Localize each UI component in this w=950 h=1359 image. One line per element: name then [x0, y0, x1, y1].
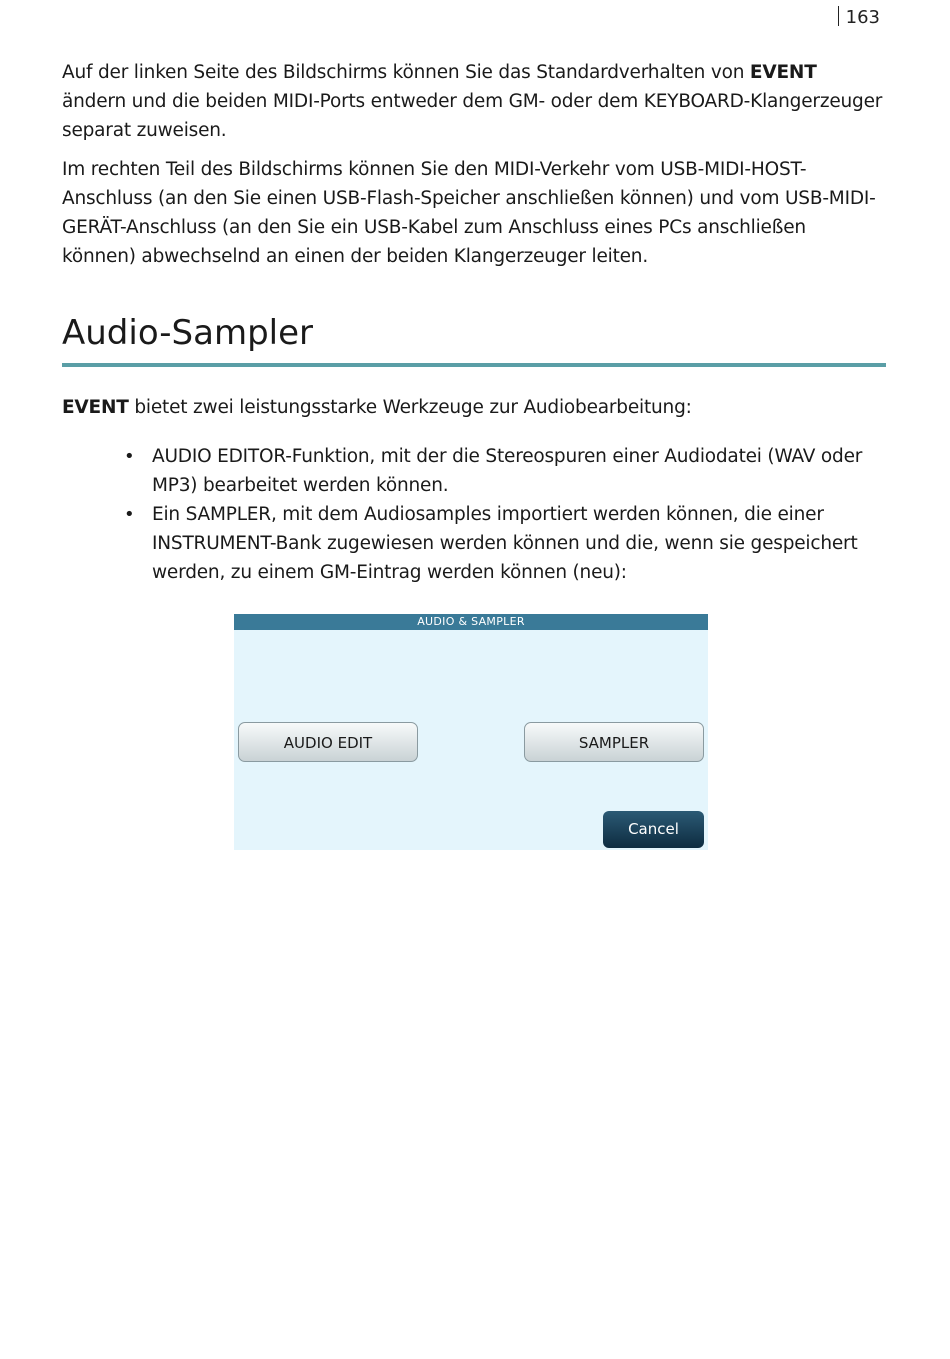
paragraph-midi-routing: Im rechten Teil des Bildschirms können Sie den MIDI-Verkehr vom USB-MIDI-HOST-Anschluss (an den Sie einen USB-Flash-Speicher anschließen können) und vom USB-MIDI-GERÄT-Anschluss (an den Sie ein USB-Kabel zum Anschluss eines PCs anschließen können) abwechselnd an einen der beiden Klangerzeuger leiten. [62, 159, 876, 267]
feature-list [62, 442, 884, 587]
bullet-icon: • [124, 446, 135, 467]
page-number-divider [838, 6, 839, 26]
page-number-value: 163 [845, 7, 880, 28]
page-number [838, 6, 880, 28]
list-item-text: AUDIO EDITOR-Funktion, mit der die Stereospuren einer Audiodatei (WAV oder MP3) bearbeitet werden können. [152, 446, 863, 496]
list-item-text: Ein SAMPLER, mit dem Audiosamples importiert werden können, die einer INSTRUMENT-Bank zugewiesen werden können und die, wenn sie gespeichert werden, zu einem GM-Eintrag werden können (neu): [152, 504, 858, 583]
paragraph-text: ändern und die beiden MIDI-Ports entweder dem GM- oder dem KEYBOARD-Klangerzeuger separat zuweisen. [62, 91, 883, 141]
event-emphasis: EVENT [749, 62, 817, 83]
bullet-icon: • [124, 504, 135, 525]
screen-title-bar: AUDIO & SAMPLER [234, 614, 708, 630]
page-content [62, 58, 884, 587]
sampler-button[interactable]: SAMPLER [524, 722, 704, 762]
audio-edit-button[interactable]: AUDIO EDIT [238, 722, 418, 762]
section-heading: Audio-Sampler [62, 311, 886, 367]
audio-sampler-screenshot [234, 614, 708, 850]
list-item [124, 500, 884, 587]
cancel-button[interactable]: Cancel [603, 811, 704, 848]
section-intro [62, 393, 884, 422]
event-emphasis: EVENT [62, 397, 129, 418]
paragraph-text: Auf der linken Seite des Bildschirms können Sie das Standardverhalten von [62, 62, 750, 83]
list-item [124, 442, 884, 500]
intro-text: bietet zwei leistungsstarke Werkzeuge zur Audiobearbeitung: [128, 397, 692, 418]
paragraph-event-midi-ports [62, 58, 884, 145]
